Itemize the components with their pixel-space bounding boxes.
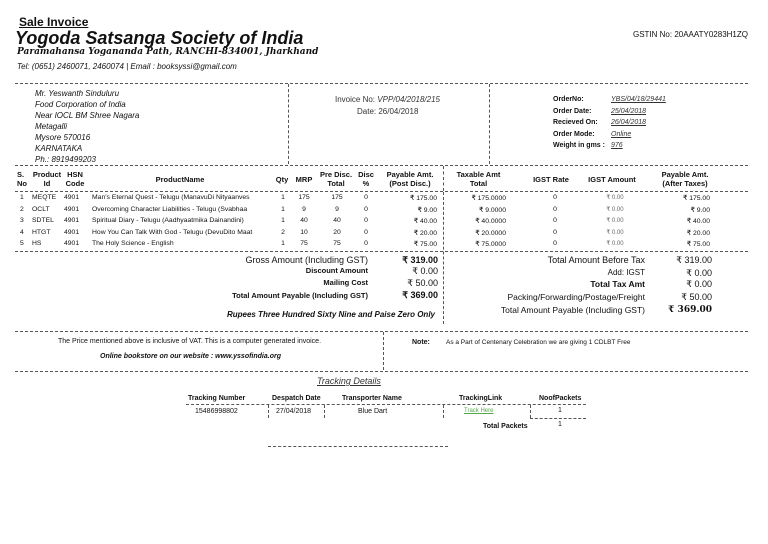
th-despatch-date: Despatch Date <box>272 395 321 402</box>
tax-amt-value: ₹ 0.00 <box>686 279 712 289</box>
payable-label: Total Amount Payable (Including GST) <box>232 291 368 300</box>
mailing-label: Mailing Cost <box>323 278 368 287</box>
tracking-title: Tracking Details <box>317 376 381 386</box>
divider <box>530 405 531 418</box>
cell-rate: 0 <box>553 217 557 224</box>
packing-label: Packing/Forwarding/Postage/Freight <box>507 292 645 302</box>
cell-tax: ₹ 75.0000 <box>475 241 506 248</box>
cell-rate: 0 <box>553 240 557 247</box>
th-igst-amount: IGST Amount <box>588 175 636 184</box>
tracking-number: 15486998802 <box>195 408 238 415</box>
cell-after: ₹ 175.00 <box>682 195 710 202</box>
cell-after: ₹ 20.00 <box>686 229 710 237</box>
th-disc: Disc % <box>358 170 374 188</box>
cell-pay: ₹ 40.00 <box>413 218 437 225</box>
th-packets: NoofPackets <box>539 395 582 402</box>
cell-mrp: 75 <box>300 240 308 247</box>
divider <box>15 191 748 192</box>
divider <box>15 371 748 372</box>
despatch-date: 27/04/2018 <box>276 408 312 415</box>
cell-sno: 2 <box>20 205 24 213</box>
gross-label: Gross Amount (Including GST) <box>245 255 368 265</box>
doc-title: Sale Invoice <box>19 15 89 29</box>
th-tracking-link: TrackingLink <box>459 395 503 402</box>
cell-igst: ₹ 0.00 <box>606 218 624 224</box>
org-address: Paramahansa Yogananda Path, RANCHI-834001, Jharkhand <box>17 47 319 57</box>
cell-mrp: 10 <box>300 228 308 236</box>
track-here-link[interactable]: Track Here <box>464 408 494 414</box>
cell-hsn: 4901 <box>64 228 80 236</box>
th-product-name: ProductName <box>155 175 205 184</box>
cell-after: ₹ 9.00 <box>690 206 710 214</box>
cell-disc: 0 <box>364 228 368 236</box>
cell-disc: 0 <box>364 217 368 224</box>
cell-sno: 1 <box>20 194 24 201</box>
cell-qty: 1 <box>281 217 285 224</box>
cell-pre: 9 <box>335 205 339 213</box>
cell-pid: HS <box>32 240 42 247</box>
cell-pre: 40 <box>333 217 341 224</box>
cell-igst: ₹ 0.00 <box>606 195 624 201</box>
divider <box>15 251 748 252</box>
total-packets-value: 1 <box>558 421 562 428</box>
th-mrp: MRP <box>295 175 313 184</box>
cell-pre: 20 <box>333 228 341 236</box>
order-details: OrderNo: YBS/04/18/29441 Order Date: 25/04/2018 Recieved On: 26/04/2018 Order Mode: Online Weight in gms : 976 <box>553 96 666 149</box>
th-product-id: Product Id <box>32 170 62 188</box>
cell-disc: 0 <box>364 205 368 213</box>
cell-name: Spiritual Diary - Telugu (Aadhyaatmika Dainandini) <box>92 217 244 224</box>
cell-disc: 0 <box>364 194 368 201</box>
before-tax-value: ₹ 319.00 <box>676 255 712 265</box>
cell-qty: 2 <box>281 228 285 236</box>
cell-name: Overcoming Character Liabilities - Telugu (Svabhaa <box>92 205 248 213</box>
cell-qty: 1 <box>281 240 285 247</box>
cell-hsn: 4901 <box>64 194 80 201</box>
cell-igst: ₹ 0.00 <box>606 229 624 236</box>
divider <box>15 165 748 166</box>
cell-disc: 0 <box>364 240 368 247</box>
cell-sno: 5 <box>20 240 24 247</box>
invoice-no: Invoice No: VPP/04/2018/215 <box>335 95 440 104</box>
cell-mrp: 175 <box>298 194 310 201</box>
cell-name: How You Can Talk With God - Telugu (DevuDito Maat <box>92 228 253 236</box>
divider <box>443 405 444 418</box>
customer-address: Mr. Yeswanth Sinduluru Food Corporation of India Near IOCL BM Shree Nagara Metagalli Mysore 570016 KARNATAKA Ph.: 8919499203 <box>35 89 140 164</box>
final-value: ₹ 369.00 <box>668 305 712 315</box>
cell-mrp: 9 <box>302 205 306 213</box>
cell-igst: ₹ 0.00 <box>606 241 624 247</box>
online-bookstore: Online bookstore on our website : www.yssofindia.org <box>100 353 281 360</box>
note-text: As a Part of Centenary Celebration we are giving 1 CDLBT Free <box>446 339 631 346</box>
divider <box>324 405 325 418</box>
vat-note: The Price mentioned above is inclusive of VAT. This is a computer generated invoice. <box>58 338 322 345</box>
discount-label: Discount Amount <box>305 266 368 275</box>
divider <box>443 166 444 191</box>
invoice-date: Date: 26/04/2018 <box>357 107 419 116</box>
cell-qty: 1 <box>281 194 285 201</box>
cell-name: The Holy Science - English <box>92 240 174 247</box>
before-tax-label: Total Amount Before Tax <box>547 255 645 265</box>
igst-value: ₹ 0.00 <box>686 268 712 278</box>
cell-rate: 0 <box>553 194 557 201</box>
transporter-name: Blue Dart <box>358 408 388 415</box>
cell-sno: 4 <box>20 228 24 236</box>
cell-pay: ₹ 20.00 <box>413 229 437 237</box>
th-payable: Payable Amt. (Post Disc.) <box>386 170 434 188</box>
cell-after: ₹ 40.00 <box>686 218 710 225</box>
final-label: Total Amount Payable (Including GST) <box>500 305 645 315</box>
cell-after: ₹ 75.00 <box>686 241 710 248</box>
divider <box>15 83 748 84</box>
cell-tax: ₹ 20.0000 <box>475 229 506 237</box>
cell-pid: OCLT <box>32 205 50 213</box>
packets-count: 1 <box>558 407 562 414</box>
cell-pre: 75 <box>333 240 341 247</box>
mailing-value: ₹ 50.00 <box>407 278 438 288</box>
th-after-taxes: Payable Amt. (After Taxes) <box>661 170 709 188</box>
divider <box>268 446 448 447</box>
igst-label: Add: IGST <box>607 268 645 277</box>
total-packets-label: Total Packets <box>483 423 528 430</box>
th-transporter: Transporter Name <box>342 395 402 402</box>
note-label: Note: <box>412 339 430 346</box>
cell-tax: ₹ 40.0000 <box>475 218 506 225</box>
th-igst-rate: IGST Rate <box>533 175 569 184</box>
discount-value: ₹ 0.00 <box>412 266 438 276</box>
org-contact: Tel: (0651) 2460071, 2460074 | Email : booksyssi@gmail.com <box>17 62 237 71</box>
divider <box>186 404 586 405</box>
cell-hsn: 4901 <box>64 240 80 247</box>
cell-name: Man's Eternal Quest - Telugu (ManavuDi Nityaanves <box>92 194 250 201</box>
cell-rate: 0 <box>553 228 557 236</box>
cell-tax: ₹ 175.0000 <box>471 195 506 202</box>
divider <box>489 84 490 164</box>
cell-sno: 3 <box>20 217 24 224</box>
cell-igst: ₹ 0.00 <box>606 206 624 213</box>
th-pre-disc: Pre Disc. Total <box>319 170 353 188</box>
packing-value: ₹ 50.00 <box>681 292 712 302</box>
divider <box>530 418 586 419</box>
tax-amt-label: Total Tax Amt <box>590 279 645 289</box>
th-qty: Qty <box>275 175 289 184</box>
divider <box>288 84 289 164</box>
divider <box>15 331 748 332</box>
cell-hsn: 4901 <box>64 205 80 213</box>
cell-hsn: 4901 <box>64 217 80 224</box>
payable-value: ₹ 369.00 <box>402 290 438 300</box>
cell-pid: SDTEL <box>32 217 54 224</box>
cell-mrp: 40 <box>300 217 308 224</box>
org-name: Yogoda Satsanga Society of India <box>15 28 304 48</box>
cell-tax: ₹ 9.0000 <box>478 206 506 214</box>
cell-pay: ₹ 75.00 <box>413 241 437 248</box>
divider <box>383 332 384 370</box>
th-taxable: Taxable Amt Total <box>456 170 501 188</box>
divider <box>268 405 269 418</box>
divider <box>443 192 444 324</box>
amount-in-words: Rupees Three Hundred Sixty Nine and Paise Zero Only <box>226 310 435 319</box>
cell-rate: 0 <box>553 205 557 213</box>
cell-qty: 1 <box>281 205 285 213</box>
cell-pid: MEQTE <box>32 194 57 201</box>
th-sno: S. No <box>17 170 27 188</box>
cell-pay: ₹ 9.00 <box>417 206 437 214</box>
cell-pay: ₹ 175.00 <box>409 195 437 202</box>
gstin: GSTIN No: 20AAATY0283H1ZQ <box>632 30 748 39</box>
th-tracking-number: Tracking Number <box>188 395 246 402</box>
cell-pid: HTGT <box>32 228 51 236</box>
th-hsn: HSN Code <box>65 170 85 188</box>
cell-pre: 175 <box>331 194 343 201</box>
gross-value: ₹ 319.00 <box>402 255 438 265</box>
